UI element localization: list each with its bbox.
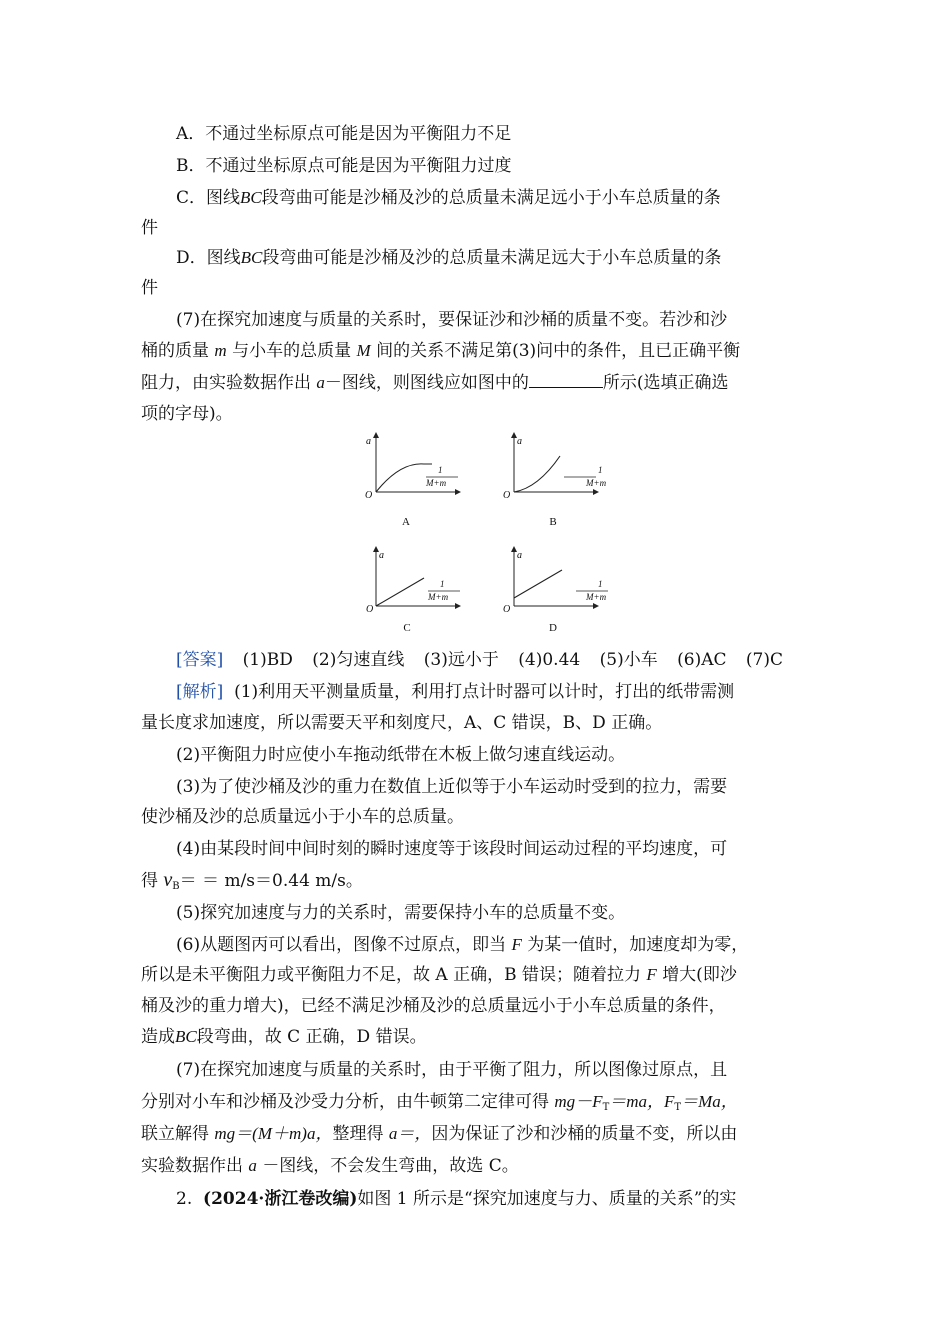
analysis-p1-line1: [解析] (1)利用天平测量质量，利用打点计时器可以计时，打出的纸带需测 — [176, 682, 735, 702]
analysis-p5: (5)探究加速度与力的关系时，需要保持小车的总质量不变。 — [176, 903, 626, 923]
graph-a — [360, 432, 460, 532]
analysis-p1-line2: 量长度求加速度，所以需要天平和刻度尺，A、C 错误，B、D 正确。 — [141, 713, 663, 733]
graph-b-y-label: a — [517, 436, 522, 447]
graph-b-origin: O — [503, 490, 511, 501]
analysis-p6-line3: 桶及沙的重力增大)，已经不满足沙桶及沙的总质量远小于小车总质量的条件， — [141, 996, 726, 1016]
graph-b — [498, 432, 607, 532]
graph-a-x-num: 1 — [438, 465, 443, 475]
analysis-p6-line2: 所以是未平衡阻力或平衡阻力不足，故 A 正确，B 错误；随着拉力 F 增大(即沙 — [141, 965, 737, 985]
analysis-p6-line1: (6)从题图丙可以看出，图像不过原点，即当 F 为某一值时，加速度却为零， — [176, 935, 749, 955]
question7-line3: 阻力，由实验数据作出 a－图线，则图线应如图中的 所示(选填正确选 — [141, 373, 729, 393]
graph-a-y-label: a — [366, 436, 371, 447]
question7-line4: 项的字母)。 — [141, 404, 233, 424]
graph-d-label: D — [549, 622, 557, 634]
question2-source: (2024·浙江卷改编) — [203, 1189, 358, 1209]
graph-d-y-label: a — [517, 550, 522, 561]
question7-line2: 桶的质量 m 与小车的总质量 M 间的关系不满足第(3)问中的条件，且已正确平衡 — [141, 341, 741, 361]
question2-line1: 2. (2024·浙江卷改编)如图 1 所示是“探究加速度与力、质量的关系”的实 — [176, 1189, 737, 1209]
graph-c-origin: O — [366, 604, 374, 615]
question7-line1: (7)在探究加速度与质量的关系时，要保证沙和沙桶的质量不变。若沙和沙 — [176, 310, 728, 330]
graph-c-x-den: M+m — [428, 592, 449, 602]
answer-item: (1)BD — [242, 650, 293, 670]
option-d-line1: D．图线BC段弯曲可能是沙桶及沙的总质量未满足远大于小车总质量的条 — [176, 248, 722, 268]
option-a: A．不通过坐标原点可能是因为平衡阻力不足 — [176, 124, 512, 144]
answer-line — [176, 649, 783, 671]
analysis-p7-line3: 联立解得 mg＝(M＋m)a，整理得 a＝，因为保证了沙和沙桶的质量不变，所以由 — [141, 1124, 738, 1144]
answer-item: (3)远小于 — [423, 650, 499, 670]
option-c-line2: 件 — [141, 218, 158, 238]
analysis-p7-line1: (7)在探究加速度与质量的关系时，由于平衡了阻力，所以图像过原点，且 — [176, 1060, 728, 1080]
graph-b-x-num: 1 — [598, 465, 603, 475]
analysis-tag: [解析] — [176, 682, 224, 702]
analysis-p3-line2: 使沙桶及沙的总质量远小于小车的总质量。 — [141, 807, 464, 827]
answer-item: (2)匀速直线 — [312, 650, 405, 670]
option-c-line1: C．图线BC段弯曲可能是沙桶及沙的总质量未满足远小于小车总质量的条 — [176, 188, 721, 208]
analysis-p7-line2: 分别对小车和沙桶及沙受力分析，由牛顿第二定律可得 $mg-F_T=ma$，$F_T=Ma$， — [141, 1092, 738, 1113]
answer-blank[interactable] — [529, 372, 603, 388]
answer-item: (5)小车 — [599, 650, 658, 670]
analysis-p6-line4: 造成BC段弯曲，故 C 正确，D 错误。 — [141, 1027, 427, 1047]
graph-d-x-den: M+m — [586, 592, 607, 602]
graph-b-label: B — [549, 516, 557, 528]
graph-d — [502, 546, 607, 646]
answer-tag: [答案] — [176, 650, 224, 670]
analysis-p3-line1: (3)为了使沙桶及沙的重力在数值上近似等于小车运动时受到的拉力，需要 — [176, 777, 728, 797]
analysis-p4-line1: (4)由某段时间中间时刻的瞬时速度等于该段时间运动过程的平均速度，可 — [176, 839, 728, 859]
graph-c-label: C — [403, 622, 411, 634]
question2-number: 2. — [176, 1189, 193, 1209]
graph-d-x-num: 1 — [598, 579, 603, 589]
analysis-p2: (2)平衡阻力时应使小车拖动纸带在木板上做匀速直线运动。 — [176, 745, 626, 765]
option-d-line2: 件 — [141, 278, 158, 298]
graph-c-y-label: a — [379, 550, 384, 561]
graph-c-x-num: 1 — [440, 579, 445, 589]
analysis-p4-line2: 得 $v_B= = m/s=0.44$ m/s。 — [141, 869, 363, 892]
answer-item: (7)C — [745, 650, 783, 670]
graph-c — [362, 546, 462, 646]
answer-item: (4)0.44 — [518, 650, 581, 670]
graph-d-origin: O — [503, 604, 511, 615]
analysis-p7-line4: 实验数据作出 a －图线，不会发生弯曲，故选 C。 — [141, 1156, 519, 1176]
graph-a-origin: O — [365, 490, 373, 501]
graph-b-x-den: M+m — [586, 478, 607, 488]
graph-a-x-den: M+m — [426, 478, 447, 488]
answer-item: (6)AC — [677, 650, 727, 670]
option-b: B．不通过坐标原点可能是因为平衡阻力过度 — [176, 156, 512, 176]
graph-a-label: A — [402, 516, 410, 528]
